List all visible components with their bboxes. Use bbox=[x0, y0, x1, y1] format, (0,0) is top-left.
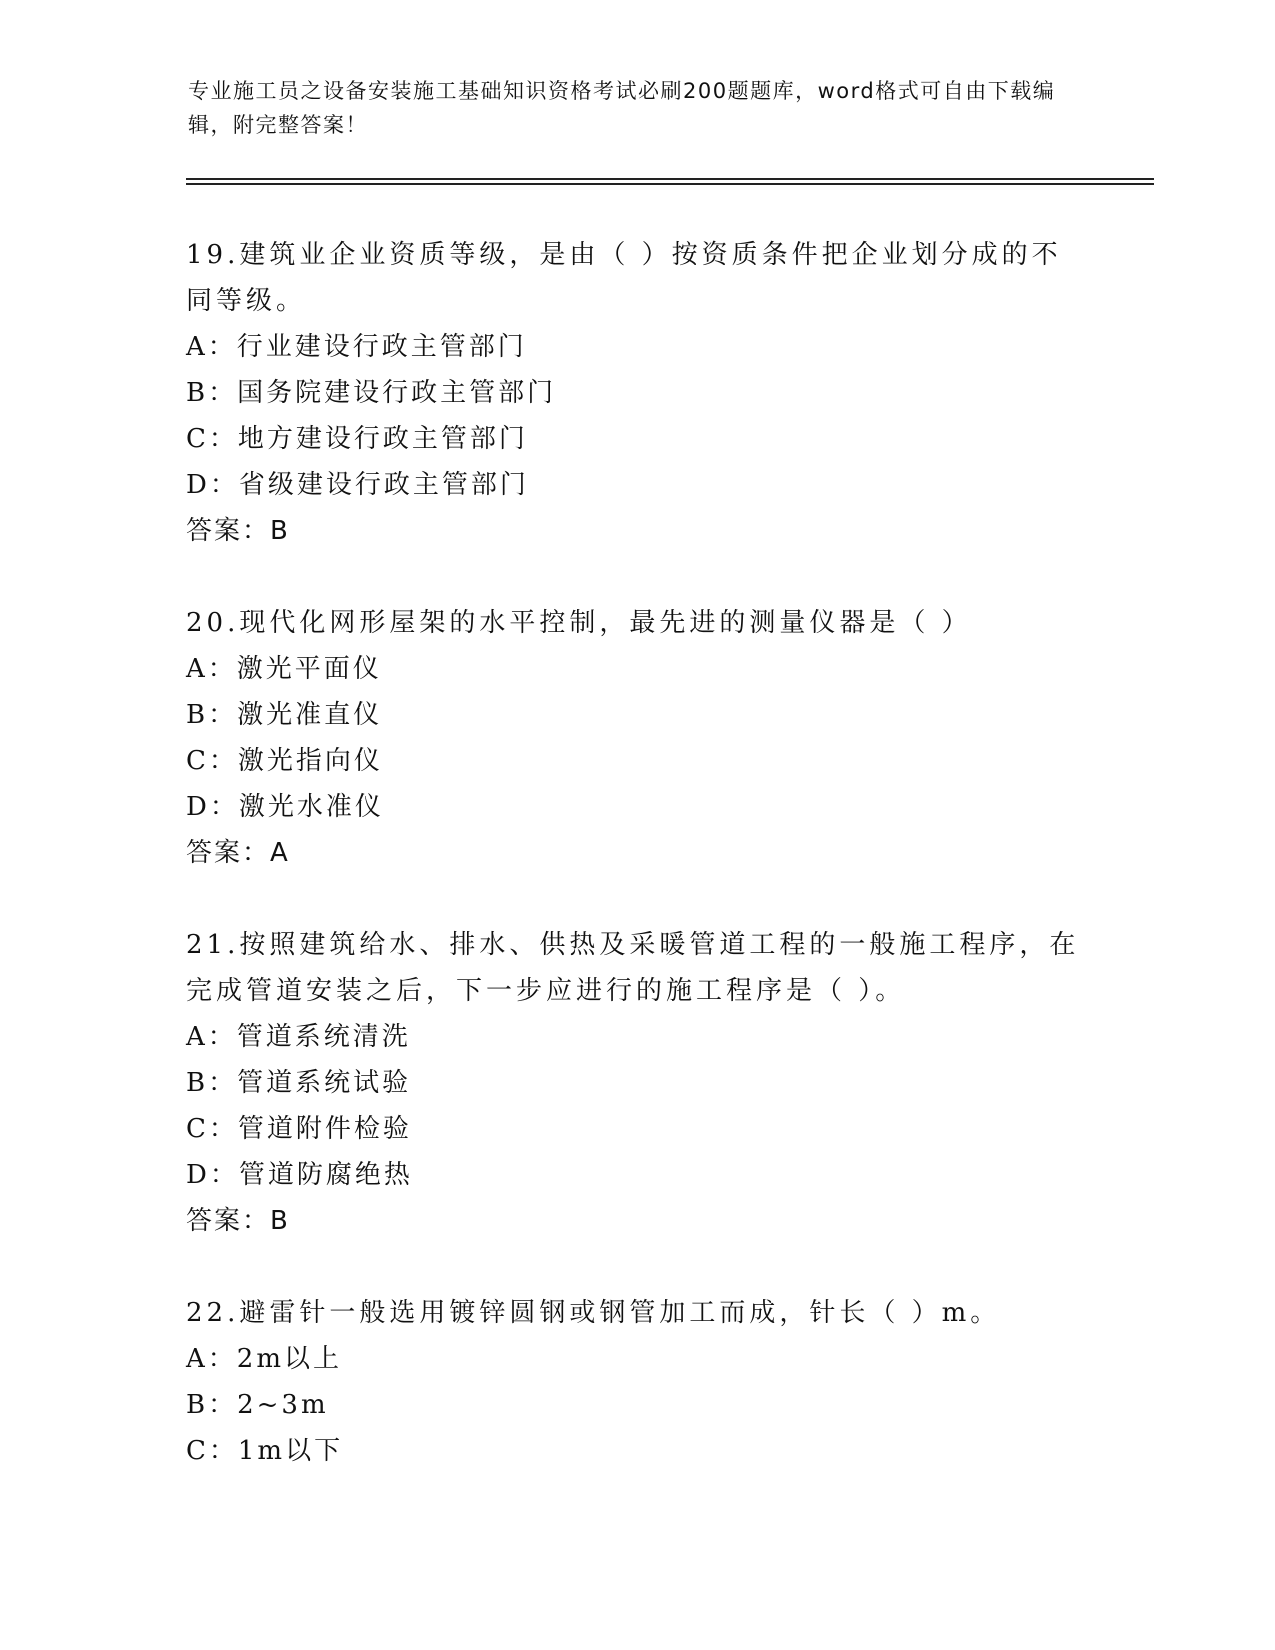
option-d: D：激光水准仪 bbox=[186, 792, 384, 822]
option-d: D：管道防腐绝热 bbox=[186, 1160, 413, 1190]
question-21 bbox=[186, 922, 1086, 1244]
answer-line: 答案：B bbox=[186, 516, 290, 546]
answer-line: 答案：A bbox=[186, 838, 290, 868]
option-a: A：行业建设行政主管部门 bbox=[186, 332, 527, 362]
option-c: C：1m以下 bbox=[186, 1436, 344, 1466]
question-text: 22.避雷针一般选用镀锌圆钢或钢管加工而成，针长（ ）m。 bbox=[186, 1298, 1001, 1328]
option-b: B：激光准直仪 bbox=[186, 700, 383, 730]
question-19 bbox=[186, 232, 1086, 554]
option-b: B：2~3m bbox=[186, 1390, 329, 1420]
question-20 bbox=[186, 600, 1086, 876]
question-22 bbox=[186, 1290, 1086, 1474]
option-a: A：2m以上 bbox=[186, 1344, 342, 1374]
option-b: B：管道系统试验 bbox=[186, 1068, 412, 1098]
option-d: D：省级建设行政主管部门 bbox=[186, 470, 529, 500]
answer-line: 答案：B bbox=[186, 1206, 290, 1236]
option-c: C：管道附件检验 bbox=[186, 1114, 412, 1144]
document-header: 专业施工员之设备安装施工基础知识资格考试必刷200题题库，word格式可自由下载编辑，附完整答案！ bbox=[188, 79, 1056, 137]
question-text: 21.按照建筑给水、排水、供热及采暖管道工程的一般施工程序，在完成管道安装之后，下一步应进行的施工程序是（ ）。 bbox=[186, 930, 1080, 1006]
option-b: B：国务院建设行政主管部门 bbox=[186, 378, 557, 408]
header-divider-bottom bbox=[186, 183, 1154, 185]
option-a: A：激光平面仪 bbox=[186, 654, 382, 684]
option-a: A：管道系统清洗 bbox=[186, 1022, 411, 1052]
option-c: C：地方建设行政主管部门 bbox=[186, 424, 528, 454]
question-list bbox=[186, 232, 1086, 1520]
header-divider-top bbox=[186, 178, 1154, 180]
question-text: 19.建筑业企业资质等级，是由（ ）按资质条件把企业划分成的不同等级。 bbox=[186, 240, 1062, 316]
option-c: C：激光指向仪 bbox=[186, 746, 383, 776]
question-text: 20.现代化网形屋架的水平控制，最先进的测量仪器是（ ） bbox=[186, 608, 972, 638]
